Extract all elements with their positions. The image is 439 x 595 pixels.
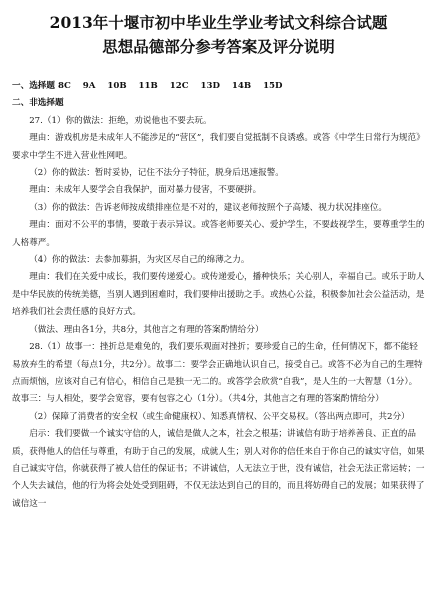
- q28-1-answer: 28.（1）故事一：挫折总是难免的，我们要乐观面对挫折；要珍爱自己的生命，任何情况下，都不能轻易放弃生的希望（每点1分，共2分）。故事二：要学会正确地认识自己，接受自己。或答不必为自己的生理特点而烦恼，应该对自己有信心，相信自己是独一无二的。或答学会欣赏“自我”，是人生的一大智慧（1分）。故事三：与人相处，要学会宽容，要有包容之心（1分）。（共4分，其他言之有理的答案酌情给分）: [12, 342, 423, 405]
- document-title-line-2: 思想品德部分参考答案及评分说明: [102, 37, 335, 56]
- q27-3-reason: 理由：面对不公平的事情，要敢于表示异议。或答老师要关心、爱护学生，不要歧视学生，要尊重学生的人格尊严。: [12, 220, 425, 248]
- q27-scoring-note: （做法、理由各1分，共8分，其他言之有理的答案酌情给分）: [29, 324, 264, 335]
- q27-1-answer: 27.（1）你的做法：拒绝，劝说他也不要去玩。: [29, 115, 212, 126]
- q28-3-inspiration: 启示：我们要做一个诚实守信的人，诚信是做人之本，社会之根基；讲诚信有助于培养善良、正直的品质，获得他人的信任与尊重，有助于自己的发展，成就人生；别人对你的信任来自于你自己的诚实守信，如果自己诚实守信，你就获得了被人信任的保证书；不讲诚信，人无法立于世，没有诚信，社会无法正常运转；一个人失去诚信，他的行为将会处处受到阻碍，不仅无法达到自己的目的，而且将妨碍自己的发展；如果获得了诚信这一: [12, 429, 425, 509]
- document-title-line-1: 2013年十堰市初中毕业生学业考试文科综合试题: [49, 13, 388, 32]
- q27-1-reason: 理由：游戏机房是未成年人不能涉足的“营区”，我们要自觉抵制不良诱惑。或答《中学生日常行为规范》要求中学生不进入营业性网吧。: [12, 133, 425, 161]
- q28-2-answer: （2）保障了消费者的安全权（或生命健康权）、知悉真情权、公平交易权。（答出两点即可，共2分）: [29, 411, 410, 422]
- q27-4-answer: （4）你的做法：去参加募捐，为灾区尽自己的绵薄之力。: [29, 255, 250, 266]
- q27-4-reason: 理由：我们在关爱中成长，我们要传递爱心。或传递爱心，播种快乐；关心别人，幸福自己。或乐于助人是中华民族的传统美德，当别人遇到困难时，我们要伸出援助之手。或热心公益，积极参加社会公益活动，是培养我们社会责任感的良好方式。: [12, 272, 425, 318]
- q27-2-reason: 理由：未成年人要学会自我保护，面对暴力侵害，不要硬拼。: [29, 185, 262, 196]
- q27-3-answer: （3）你的做法：告诉老师按成绩排座位是不对的，建议老师按照个子高矮、视力状况排座位。: [29, 202, 388, 213]
- section-non-choice-heading: 二、非选择题: [12, 98, 64, 109]
- q27-2-answer: （2）你的做法：暂时妥协，记住不法分子特征，脱身后迅速报警。: [29, 168, 284, 179]
- section-multiple-choice: 一、选择题 8C 9A 10B 11B 12C 13D 14B 15D: [12, 81, 283, 91]
